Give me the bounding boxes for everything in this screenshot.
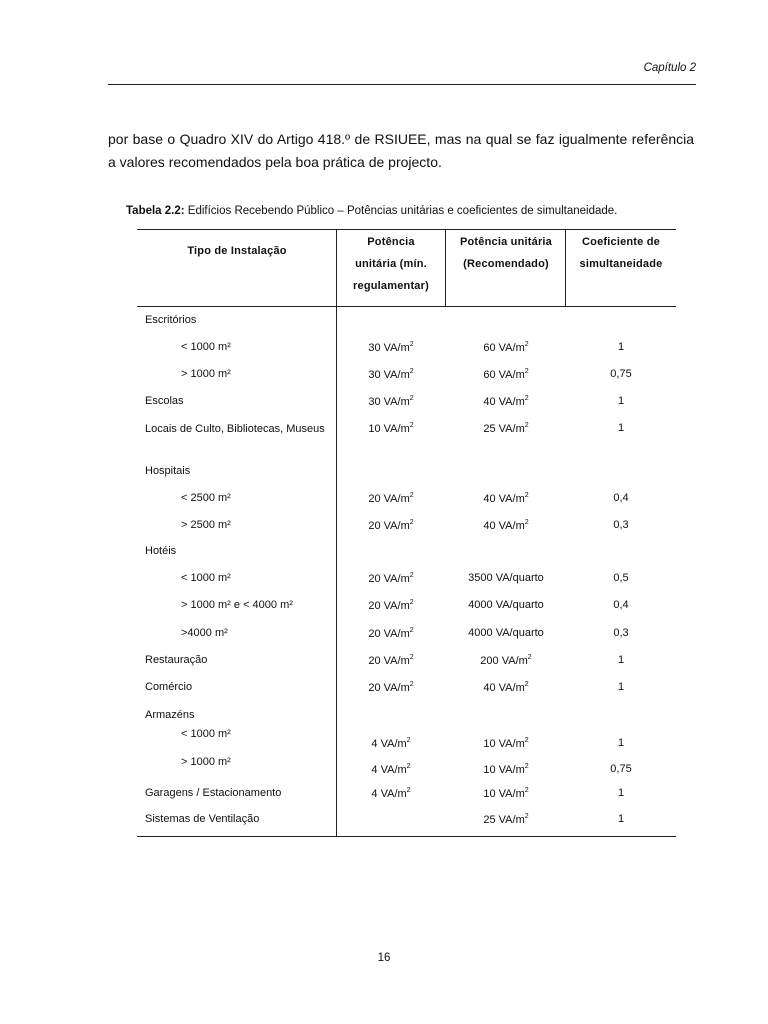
- potencia-min-value-text: 4 VA/m: [371, 764, 407, 776]
- superscript-2: 2: [409, 572, 414, 579]
- potencia-min-value: [337, 681, 445, 694]
- superscript-2: 2: [409, 368, 414, 375]
- superscript-2: 2: [524, 737, 529, 744]
- coef-value: [566, 763, 676, 775]
- table-caption-label: Tabela 2.2:: [126, 205, 185, 217]
- potencia-min-value-text: 20 VA/m: [368, 520, 410, 532]
- potencia-min-value-text: 30 VA/m: [368, 369, 410, 381]
- table-row-label: >4000 m²: [181, 627, 228, 639]
- chapter-label: Capítulo 2: [643, 62, 696, 74]
- potencia-rec-value: [446, 368, 566, 381]
- table-row-label: < 1000 m²: [181, 572, 231, 584]
- potencia-min-value: [337, 368, 445, 381]
- potencia-rec-value: [446, 519, 566, 532]
- coef-value: [566, 787, 676, 799]
- potencia-min-value: [337, 341, 445, 354]
- coef-value: [566, 422, 676, 434]
- table-row-label: Escolas: [145, 395, 184, 407]
- potencia-min-value: [337, 519, 445, 532]
- table-header-rule: [137, 306, 676, 307]
- potencia-min-value: [337, 395, 445, 408]
- coef-value: [566, 368, 676, 380]
- coef-value-text: 0,4: [613, 599, 629, 611]
- potencia-rec-value-text: 60 VA/m: [483, 342, 525, 354]
- coef-value-text: 1: [617, 813, 625, 825]
- superscript-2: 2: [524, 422, 529, 429]
- potencia-rec-value: [446, 787, 566, 800]
- potencia-rec-value-text: 40 VA/m: [483, 493, 525, 505]
- potencia-min-value: [337, 654, 445, 667]
- coef-value: [566, 813, 676, 825]
- potencia-min-value: [337, 627, 445, 640]
- header-potencia-min: [337, 231, 445, 297]
- superscript-2: 2: [524, 368, 529, 375]
- potencia-rec-value: [446, 572, 566, 584]
- potencia-min-value: [337, 737, 445, 750]
- table-caption: [126, 205, 617, 217]
- header-potencia-min-line1: Potência: [367, 236, 415, 248]
- potencia-min-value: [337, 492, 445, 505]
- potencia-rec-value-text: 10 VA/m: [483, 788, 525, 800]
- superscript-2: 2: [524, 395, 529, 402]
- superscript-2: 2: [409, 599, 414, 606]
- potencia-rec-value-text: 10 VA/m: [483, 764, 525, 776]
- potencia-rec-value-text: 40 VA/m: [483, 396, 525, 408]
- superscript-2: 2: [524, 787, 529, 794]
- coef-value-text: 1: [617, 395, 625, 407]
- potencia-min-value-text: 20 VA/m: [368, 655, 410, 667]
- coef-value: [566, 395, 676, 407]
- superscript-2: 2: [524, 519, 529, 526]
- potencia-rec-value-text: 25 VA/m: [483, 423, 525, 435]
- coef-value-text: 0,75: [610, 368, 632, 380]
- potencia-rec-value-text: 10 VA/m: [483, 738, 525, 750]
- superscript-2: 2: [524, 341, 529, 348]
- potencia-min-value-text: 4 VA/m: [371, 788, 407, 800]
- potencia-rec-value: [446, 763, 566, 776]
- potencia-rec-value: [446, 654, 566, 667]
- header-potencia-rec-line2: (Recomendado): [463, 258, 549, 270]
- potencia-rec-value: [446, 341, 566, 354]
- coef-value: [566, 681, 676, 693]
- potencia-rec-value: [446, 599, 566, 611]
- table-row-label: Hotéis: [145, 545, 177, 557]
- coef-value: [566, 341, 676, 353]
- coef-value-text: 1: [617, 737, 625, 749]
- header-potencia-min-line2: unitária (mín.: [355, 258, 427, 270]
- superscript-2: 2: [524, 763, 529, 770]
- power-table: [137, 229, 676, 837]
- table-row-label: Hospitais: [145, 465, 191, 477]
- table-row-label: Restauração: [145, 654, 208, 666]
- superscript-2: 2: [527, 654, 532, 661]
- table-row-label: > 2500 m²: [181, 519, 231, 531]
- table-row-label: > 1000 m²: [181, 756, 231, 768]
- superscript-2: 2: [409, 492, 414, 499]
- table-row-label: Armazéns: [145, 709, 195, 721]
- potencia-rec-value: [446, 737, 566, 750]
- table-top-rule: [137, 229, 676, 230]
- potencia-rec-value-text: 60 VA/m: [483, 369, 525, 381]
- coef-value-text: 0,4: [613, 492, 629, 504]
- table-row-label: > 1000 m²: [181, 368, 231, 380]
- table-row-label: > 1000 m² e < 4000 m²: [181, 599, 293, 611]
- coef-value-text: 1: [617, 422, 625, 434]
- coef-value: [566, 627, 676, 639]
- header-potencia-rec: [446, 231, 566, 275]
- potencia-min-value: [337, 763, 445, 776]
- superscript-2: 2: [524, 681, 529, 688]
- superscript-2: 2: [409, 654, 414, 661]
- potencia-rec-value: [446, 813, 566, 826]
- potencia-rec-value-text: 3500 VA/quarto: [468, 572, 544, 584]
- table-row-label: < 1000 m²: [181, 728, 231, 740]
- coef-value-text: 1: [617, 341, 625, 353]
- potencia-rec-value-text: 25 VA/m: [483, 814, 525, 826]
- column-divider-3: [565, 229, 566, 306]
- table-row-label: < 1000 m²: [181, 341, 231, 353]
- superscript-2: 2: [524, 492, 529, 499]
- coef-value-text: 1: [617, 654, 625, 666]
- header-potencia-min-line3: regulamentar): [353, 280, 429, 292]
- coef-value: [566, 599, 676, 611]
- potencia-min-value-text: 20 VA/m: [368, 573, 410, 585]
- header-coeficiente-line1: Coeficiente de: [582, 236, 660, 248]
- potencia-min-value-text: 20 VA/m: [368, 628, 410, 640]
- potencia-min-value-text: 30 VA/m: [368, 396, 410, 408]
- superscript-2: 2: [409, 341, 414, 348]
- table-bottom-rule: [137, 836, 676, 837]
- superscript-2: 2: [406, 737, 411, 744]
- superscript-2: 2: [524, 813, 529, 820]
- potencia-min-value-text: 20 VA/m: [368, 682, 410, 694]
- header-potencia-rec-line1: Potência unitária: [459, 236, 553, 248]
- header-coeficiente-line2: simultaneidade: [579, 258, 663, 270]
- potencia-min-value: [337, 572, 445, 585]
- potencia-rec-value: [446, 395, 566, 408]
- potencia-min-value: [337, 787, 445, 800]
- potencia-min-value: [337, 422, 445, 435]
- potencia-rec-value-text: 4000 VA/quarto: [468, 627, 544, 639]
- coef-value-text: 1: [617, 681, 625, 693]
- coef-value: [566, 492, 676, 504]
- body-paragraph: por base o Quadro XIV do Artigo 418.º de RSIUEE, mas na qual se faz igualmente referência a valores recomendados pela boa prática de projecto.: [108, 131, 694, 170]
- superscript-2: 2: [409, 627, 414, 634]
- coef-value-text: 0,3: [613, 519, 629, 531]
- superscript-2: 2: [409, 681, 414, 688]
- table-row-label: Garagens / Estacionamento: [145, 787, 282, 799]
- table-caption-text: Edifícios Recebendo Público – Potências unitárias e coeficientes de simultaneidade.: [184, 205, 618, 217]
- potencia-min-value-text: 20 VA/m: [368, 493, 410, 505]
- potencia-rec-value: [446, 627, 566, 639]
- header-coeficiente: [566, 231, 676, 275]
- potencia-rec-value-text: 40 VA/m: [483, 682, 525, 694]
- coef-value-text: 0,3: [613, 627, 629, 639]
- potencia-rec-value-text: 200 VA/m: [480, 655, 528, 667]
- potencia-rec-value: [446, 492, 566, 505]
- potencia-rec-value: [446, 422, 566, 435]
- coef-value-text: 1: [617, 787, 625, 799]
- coef-value-text: 0,75: [610, 763, 632, 775]
- coef-value-text: 0,5: [613, 572, 629, 584]
- potencia-rec-value: [446, 681, 566, 694]
- coef-value: [566, 519, 676, 531]
- potencia-min-value-text: 10 VA/m: [368, 423, 410, 435]
- page-number: 16: [377, 952, 391, 964]
- superscript-2: 2: [409, 395, 414, 402]
- coef-value: [566, 654, 676, 666]
- coef-value: [566, 572, 676, 584]
- superscript-2: 2: [406, 787, 411, 794]
- potencia-rec-value-text: 40 VA/m: [483, 520, 525, 532]
- superscript-2: 2: [406, 763, 411, 770]
- header-tipo: Tipo de Instalação: [187, 245, 287, 257]
- superscript-2: 2: [409, 519, 414, 526]
- column-divider-2: [445, 229, 446, 306]
- table-row-label: Locais de Culto, Bibliotecas, Museus: [145, 423, 325, 435]
- potencia-min-value-text: 30 VA/m: [368, 342, 410, 354]
- potencia-rec-value-text: 4000 VA/quarto: [468, 599, 544, 611]
- superscript-2: 2: [409, 422, 414, 429]
- table-row-label: < 2500 m²: [181, 492, 231, 504]
- potencia-min-value: [337, 599, 445, 612]
- potencia-min-value-text: 4 VA/m: [371, 738, 407, 750]
- table-row-label: Comércio: [145, 681, 193, 693]
- coef-value: [566, 737, 676, 749]
- table-row-label: Sistemas de Ventilação: [145, 813, 260, 825]
- potencia-min-value-text: 20 VA/m: [368, 600, 410, 612]
- table-row-label: Escritórios: [145, 314, 197, 326]
- page-header: [108, 62, 696, 85]
